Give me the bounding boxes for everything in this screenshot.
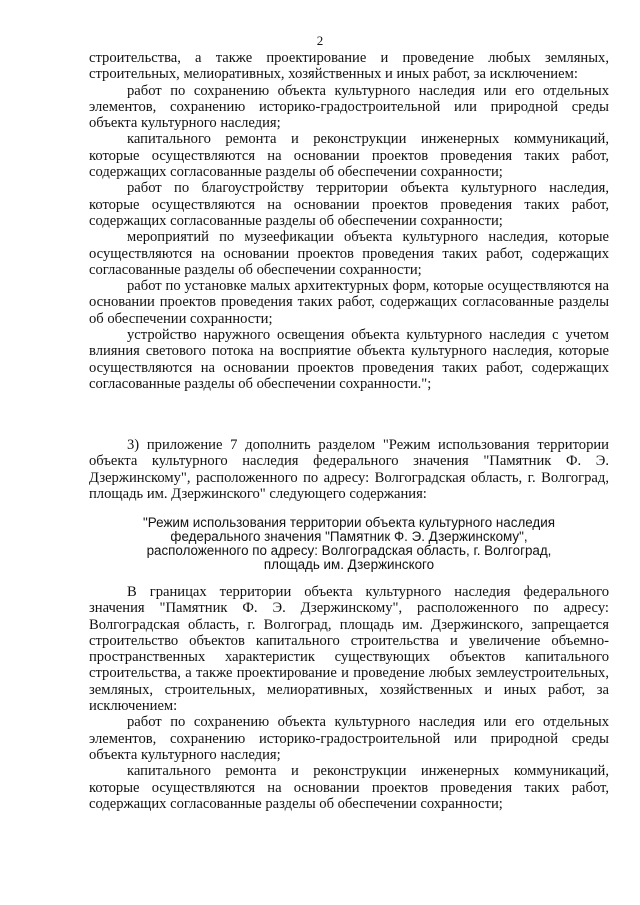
paragraph: работ по сохранению объекта культурного наследия или его отдельных элементов, сохранению историко-градостроительной или природной среды объекта культурного наследия; [89, 714, 609, 763]
paragraph: капитального ремонта и реконструкции инженерных коммуникаций, которые осуществляются на основании проектов проведения таких работ, содержащих согласованные разделы об обеспечении сохранности; [89, 763, 609, 812]
paragraph: работ по сохранению объекта культурного наследия или его отдельных элементов, сохранению историко-градостроительной или природной среды объекта культурного наследия; [89, 82, 609, 132]
paragraph: капитального ремонта и реконструкции инженерных коммуникаций, которые осуществляются на основании проектов проведения таких работ, содержащих согласованные разделы об обеспечении сохранности; [89, 131, 609, 181]
paragraph: 3) приложение 7 дополнить разделом "Режим использования территории объекта культурного наследия федерального значения "Памятник Ф. Э. Дзержинскому", расположенного по адресу: Волгоградская область, г. Волгоград, площадь им. Дзержинского" следующего содержания: [89, 437, 609, 502]
paragraph: строительства, а также проектирование и проведение любых земляных, строительных, мелиоративных, хозяйственных и иных работ, за исключением: [89, 50, 609, 83]
paragraph: В границах территории объекта культурного наследия федерального значения "Памятник Ф. Э. Дзержинскому", расположенного по адресу: Волгоградская область, г. Волгоград, площадь им. Дзержинского, запрещается строительство объектов капитального строительства и увеличение объемно-пространственных характеристик существующих объектов капитального строительства, а также проектирование и проведение любых землеустроительных, земляных, строительных, мелиоративных, хозяйственных и иных работ, за исключением: [89, 584, 609, 715]
paragraph: работ по благоустройству территории объекта культурного наследия, которые осуществляются на основании проектов проведения таких работ, содержащих согласованные разделы об обеспечении сохранности; [89, 180, 609, 229]
page-number: 2 [316, 33, 324, 48]
section-heading [89, 516, 609, 572]
heading-line: федерального значения "Памятник Ф. Э. Дзержинскому", [170, 529, 528, 544]
heading-line: площадь им. Дзержинского [263, 557, 435, 572]
text-block-regime [89, 584, 609, 812]
paragraph: мероприятий по музеефикации объекта культурного наследия, которые осуществляются на основании проектов проведения таких работ, содержащих согласованные разделы об обеспечении сохранности; [89, 229, 609, 278]
heading-line: расположенного по адресу: Волгоградская область, г. Волгоград, [146, 543, 552, 558]
text-block-amendment [89, 437, 609, 502]
text-block-exceptions [89, 50, 609, 392]
heading-line: "Режим использования территории объекта культурного наследия [143, 515, 555, 530]
paragraph: устройство наружного освещения объекта культурного наследия с учетом влияния светового потока на восприятие объекта культурного наследия, которые осуществляются на основании проектов проведения таких работ, содержащих согласованные разделы об обеспечении сохранности."; [89, 327, 609, 392]
paragraph: работ по установке малых архитектурных форм, которые осуществляются на основании проектов проведения таких работ, содержащих согласованные разделы об обеспечении сохранности; [89, 278, 609, 327]
